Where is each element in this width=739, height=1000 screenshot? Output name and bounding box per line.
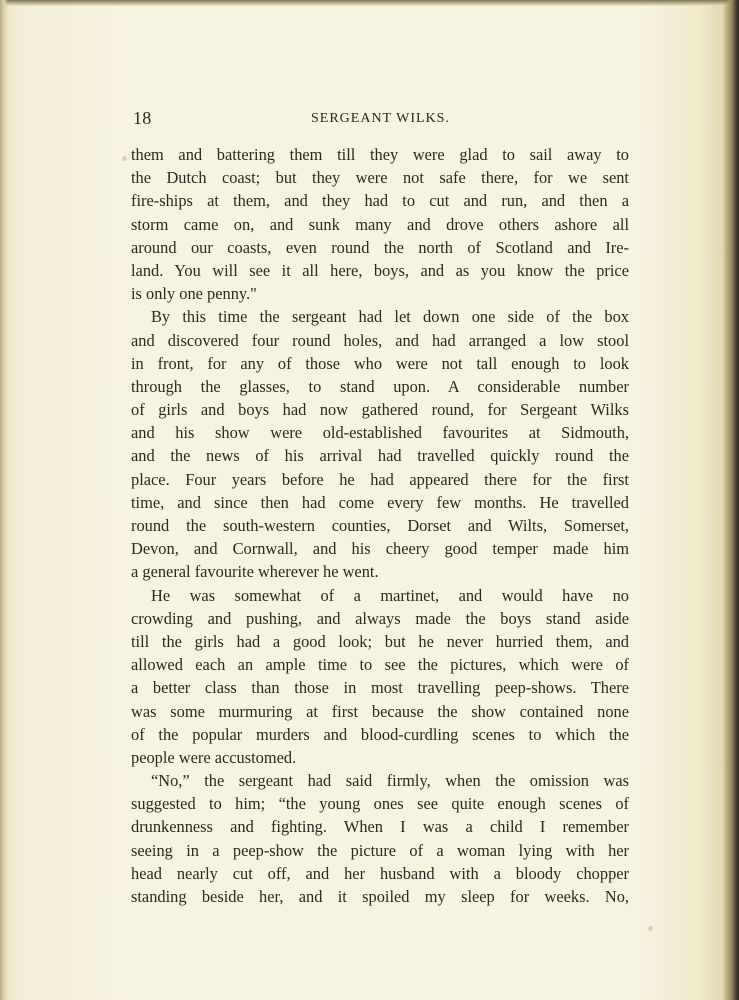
text-line: place. Four years before he had appeared there for the first [131, 469, 629, 489]
text-line: crowding and pushing, and always made the boys stand aside [131, 608, 629, 628]
text-line: them and battering them till they were glad to sail away to [131, 145, 629, 164]
text-line: storm came on, and sunk many and drove others ashore all [131, 214, 629, 234]
text-line: time, and since then had come every few months. He travelled [131, 492, 629, 512]
text-line: through the glasses, to stand upon. A considerable number [131, 376, 629, 396]
text-line: the Dutch coast; but they were not safe there, for we sent [131, 168, 629, 188]
text-line: drunkenness and fighting. When I was a child I remember [131, 817, 629, 837]
paper-speck [648, 926, 653, 931]
running-title: SERGEANT WILKS. [311, 111, 450, 126]
text-line: till the girls had a good look; but he never hurried them, and [131, 631, 629, 651]
text-line: is only one penny." [131, 284, 257, 304]
text-line: round the south-western counties, Dorset and Wilts, Somerset, [131, 516, 629, 535]
page-binding-edge [723, 0, 739, 1000]
text-line: fire-ships at them, and they had to cut and run, and then a [131, 191, 629, 211]
text-line: and discovered four round holes, and had arranged a low stool [131, 330, 629, 350]
page-left-edge [0, 0, 8, 1000]
text-line: a better class than those in most travelling peep-shows. There [131, 678, 629, 698]
text-line: of girls and boys had now gathered round, for Sergeant Wilks [131, 400, 629, 420]
text-line: Devon, and Cornwall, and his cheery good temper made him [131, 539, 629, 559]
text-line: of the popular murders and blood-curdling scenes to which the [131, 724, 629, 744]
text-line: around our coasts, even round the north of Scotland and Ire- [131, 237, 629, 257]
text-line: suggested to him; “the young ones see quite enough scenes of [131, 794, 629, 814]
page-top-edge [0, 0, 739, 6]
text-line: seeing in a peep-show the picture of a woman lying with her [131, 840, 629, 860]
text-line: He was somewhat of a martinet, and would have no [151, 585, 629, 605]
text-line: allowed each an ample time to see the pictures, which were of [131, 655, 629, 675]
text-line: people were accustomed. [131, 747, 297, 767]
text-line: and his show were old-established favourites at Sidmouth, [131, 423, 629, 443]
text-line: standing beside her, and it spoiled my sleep for weeks. No, [131, 887, 629, 906]
page-number: 18 [133, 108, 152, 128]
text-line: in front, for any of those who were not tall enough to look [131, 353, 629, 373]
text-line: By this time the sergeant had let down one side of the box [151, 307, 629, 327]
text-line: a general favourite wherever he went. [131, 562, 379, 582]
text-line: and the news of his arrival had travelled quickly round the [131, 446, 629, 466]
text-line: “No,” the sergeant had said firmly, when the omission was [151, 771, 629, 791]
page-header [133, 108, 629, 132]
text-line: land. You will see it all here, boys, and as you know the price [131, 260, 629, 280]
text-line: was some murmuring at first because the show contained none [131, 701, 629, 721]
body-text [131, 143, 629, 908]
paper-speck [122, 156, 127, 161]
text-line: head nearly cut off, and her husband with a bloody chopper [131, 863, 629, 883]
